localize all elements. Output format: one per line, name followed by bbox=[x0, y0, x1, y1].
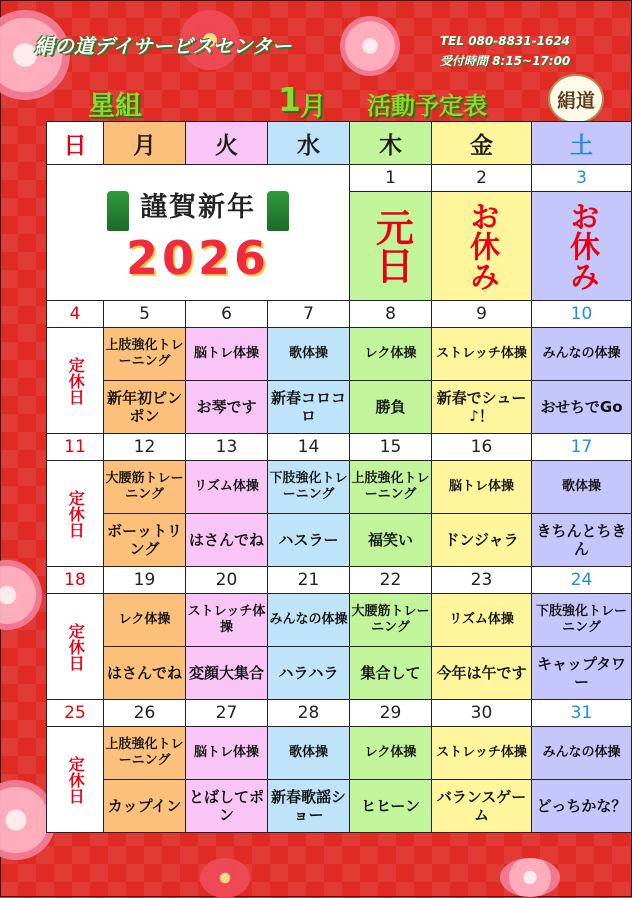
new-year-greeting: 謹賀新年 bbox=[140, 191, 256, 223]
new-year-number: 2026 bbox=[125, 230, 271, 285]
closed-day-cell bbox=[47, 461, 104, 567]
date-cell: 10 bbox=[532, 301, 632, 328]
date-cell: 28 bbox=[268, 700, 350, 727]
date-cell: 2 bbox=[432, 165, 532, 192]
date-cell: 9 bbox=[432, 301, 532, 328]
date-cell: 7 bbox=[268, 301, 350, 328]
date-cell: 20 bbox=[186, 567, 268, 594]
closed-label: お休み bbox=[464, 201, 499, 291]
activity-cell: 福笑い bbox=[350, 514, 432, 567]
morning-activity-row bbox=[47, 594, 632, 647]
afternoon-activity-row bbox=[47, 647, 632, 700]
kadomatsu-icon bbox=[107, 191, 129, 231]
date-row bbox=[47, 700, 632, 727]
activity-cell: レク体操 bbox=[350, 328, 432, 381]
closed-day-cell bbox=[47, 727, 104, 833]
activity-cell: ストレッチ体操 bbox=[186, 594, 268, 647]
date-cell: 13 bbox=[186, 434, 268, 461]
date-row bbox=[47, 567, 632, 594]
holiday-cell bbox=[350, 192, 432, 301]
date-cell: 19 bbox=[104, 567, 186, 594]
holiday-cell bbox=[432, 192, 532, 301]
activity-cell: みんなの体操 bbox=[532, 328, 632, 381]
date-cell: 4 bbox=[47, 301, 104, 328]
facility-logo bbox=[548, 74, 604, 124]
activity-cell: 歌体操 bbox=[532, 461, 632, 514]
new-years-day-label: 元日 bbox=[369, 208, 414, 284]
activity-cell: 新春でシュー♪！ bbox=[432, 381, 532, 434]
date-cell: 8 bbox=[350, 301, 432, 328]
activity-cell: 変顔大集合 bbox=[186, 647, 268, 700]
afternoon-activity-row bbox=[47, 514, 632, 567]
date-cell: 25 bbox=[47, 700, 104, 727]
afternoon-activity-row bbox=[47, 381, 632, 434]
closed-day-label: 定休日 bbox=[66, 489, 86, 538]
activity-cell: みんなの体操 bbox=[268, 594, 350, 647]
plum-blossom-decoration bbox=[200, 858, 250, 898]
date-cell: 14 bbox=[268, 434, 350, 461]
activity-cell: とばしてポン bbox=[186, 780, 268, 833]
date-cell: 21 bbox=[268, 567, 350, 594]
weekday-wed: 水 bbox=[268, 122, 350, 165]
activity-cell: 今年は午です bbox=[432, 647, 532, 700]
group-name: 星組 bbox=[88, 91, 142, 122]
weekday-fri: 金 bbox=[432, 122, 532, 165]
date-cell: 17 bbox=[532, 434, 632, 461]
date-row bbox=[47, 434, 632, 461]
afternoon-activity-row bbox=[47, 780, 632, 833]
closed-label: お休み bbox=[564, 201, 599, 291]
activity-cell: ハスラー bbox=[268, 514, 350, 567]
activity-cell: はさんでね bbox=[104, 647, 186, 700]
activity-cell: レク体操 bbox=[104, 594, 186, 647]
activity-cell: 下肢強化トレーニング bbox=[268, 461, 350, 514]
weekday-mon: 月 bbox=[104, 122, 186, 165]
page-title: 活動予定表 bbox=[367, 92, 487, 120]
activity-cell: 上肢強化トレーニング bbox=[104, 727, 186, 780]
activity-cell: どっちかな？ bbox=[532, 780, 632, 833]
date-cell: 29 bbox=[350, 700, 432, 727]
activity-cell: はさんでね bbox=[186, 514, 268, 567]
weekday-sat: 土 bbox=[532, 122, 632, 165]
activity-cell: カップイン bbox=[104, 780, 186, 833]
activity-cell: 脳トレ体操 bbox=[186, 727, 268, 780]
activity-cell: ハラハラ bbox=[268, 647, 350, 700]
date-cell: 11 bbox=[47, 434, 104, 461]
activity-cell: リズム体操 bbox=[186, 461, 268, 514]
activity-cell: リズム体操 bbox=[432, 594, 532, 647]
activity-cell: 集合して bbox=[350, 647, 432, 700]
activity-cell: 脳トレ体操 bbox=[432, 461, 532, 514]
date-cell: 12 bbox=[104, 434, 186, 461]
morning-activity-row bbox=[47, 328, 632, 381]
closed-day-cell bbox=[47, 594, 104, 700]
morning-activity-row bbox=[47, 461, 632, 514]
activity-cell: ドンジャラ bbox=[432, 514, 532, 567]
weekday-sun: 日 bbox=[47, 122, 104, 165]
month-number: 1 bbox=[278, 80, 301, 119]
new-year-banner bbox=[47, 165, 350, 301]
activity-cell: 大腰筋トレーニング bbox=[104, 461, 186, 514]
morning-activity-row bbox=[47, 727, 632, 780]
kadomatsu-icon bbox=[267, 191, 289, 231]
activity-cell: お琴です bbox=[186, 381, 268, 434]
date-cell: 31 bbox=[532, 700, 632, 727]
activity-cell: ボーットリング bbox=[104, 514, 186, 567]
date-cell: 24 bbox=[532, 567, 632, 594]
activity-cell: 上肢強化トレーニング bbox=[350, 461, 432, 514]
activity-cell: 歌体操 bbox=[268, 727, 350, 780]
closed-day-label: 定休日 bbox=[66, 755, 86, 804]
activity-cell: ストレッチ体操 bbox=[432, 727, 532, 780]
plum-blossom-decoration bbox=[500, 858, 560, 897]
weekday-tue: 火 bbox=[186, 122, 268, 165]
activity-cell: きちんとちきん bbox=[532, 514, 632, 567]
holiday-cell bbox=[532, 192, 632, 301]
activity-cell: レク体操 bbox=[350, 727, 432, 780]
weekday-thu: 木 bbox=[350, 122, 432, 165]
activity-cell: 大腰筋トレーニング bbox=[350, 594, 432, 647]
activity-cell: 歌体操 bbox=[268, 328, 350, 381]
activity-cell: 新年初ピンポン bbox=[104, 381, 186, 434]
activity-cell: 新春歌謡ショー bbox=[268, 780, 350, 833]
date-cell: 16 bbox=[432, 434, 532, 461]
phone-number: TEL 080-8831-1624 bbox=[440, 34, 571, 48]
closed-day-label: 定休日 bbox=[66, 622, 86, 671]
date-row bbox=[47, 165, 632, 192]
date-cell: 30 bbox=[432, 700, 532, 727]
plum-blossom-decoration bbox=[340, 16, 400, 76]
activity-cell: ヒヒーン bbox=[350, 780, 432, 833]
activity-cell: みんなの体操 bbox=[532, 727, 632, 780]
date-cell: 3 bbox=[532, 165, 632, 192]
closed-day-cell bbox=[47, 328, 104, 434]
activity-cell: おせちでGo bbox=[532, 381, 632, 434]
date-cell: 15 bbox=[350, 434, 432, 461]
logo-text: 絹道 bbox=[556, 89, 595, 112]
activity-cell: 新春コロコロ bbox=[268, 381, 350, 434]
weekday-header-row bbox=[47, 122, 632, 165]
date-row bbox=[47, 301, 632, 328]
activity-cell: ストレッチ体操 bbox=[432, 328, 532, 381]
date-cell: 22 bbox=[350, 567, 432, 594]
month-label: 月 bbox=[300, 92, 327, 122]
activity-cell: バランスゲーム bbox=[432, 780, 532, 833]
date-cell: 26 bbox=[104, 700, 186, 727]
closed-day-label: 定休日 bbox=[66, 356, 86, 405]
date-cell: 1 bbox=[350, 165, 432, 192]
activity-calendar bbox=[46, 121, 632, 833]
date-cell: 6 bbox=[186, 301, 268, 328]
activity-cell: 下肢強化トレーニング bbox=[532, 594, 632, 647]
date-cell: 27 bbox=[186, 700, 268, 727]
date-cell: 18 bbox=[47, 567, 104, 594]
activity-cell: 上肢強化トレーニング bbox=[104, 328, 186, 381]
activity-cell: キャップタワー bbox=[532, 647, 632, 700]
activity-cell: 勝負 bbox=[350, 381, 432, 434]
activity-cell: 脳トレ体操 bbox=[186, 328, 268, 381]
reception-hours: 受付時間 8:15~17:00 bbox=[440, 54, 571, 68]
date-cell: 23 bbox=[432, 567, 532, 594]
date-cell: 5 bbox=[104, 301, 186, 328]
organization-name: 絹の道デイサービスセンター bbox=[34, 34, 292, 58]
